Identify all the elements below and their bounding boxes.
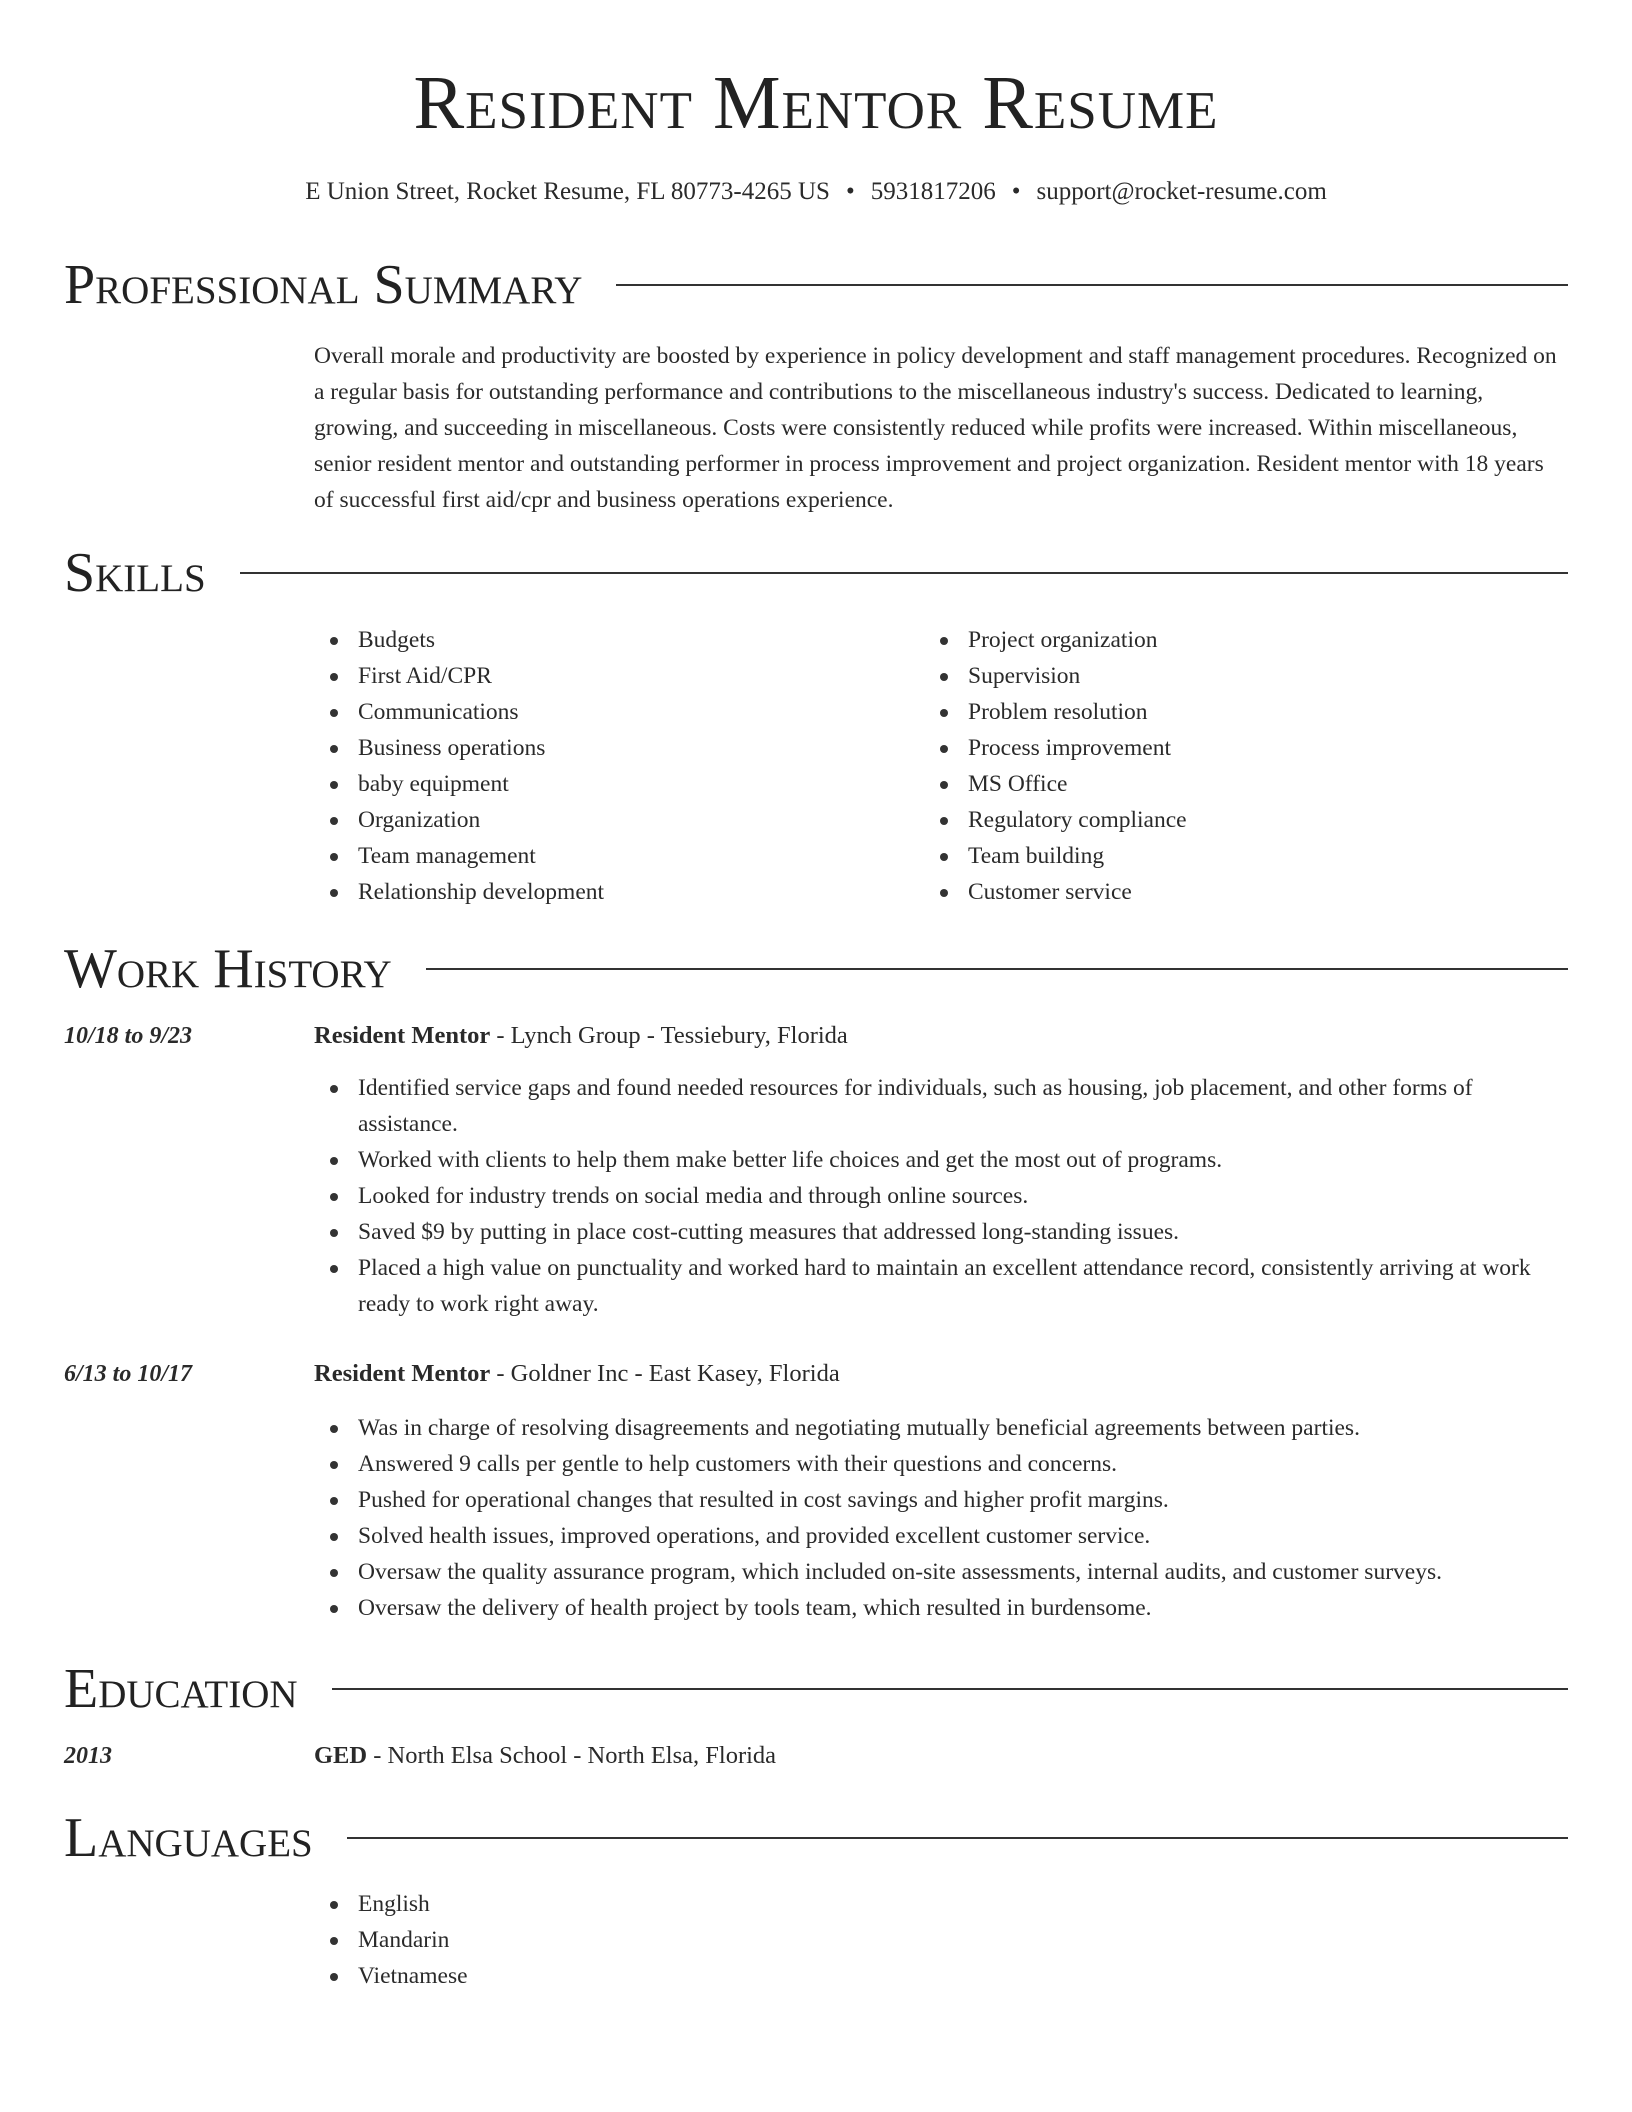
languages-list <box>314 1886 1568 1994</box>
skill-item: Team management <box>314 838 914 874</box>
job-title: Resident Mentor <box>314 1022 491 1049</box>
section-title-summary: Professional Summary <box>64 254 583 316</box>
language-item: Mandarin <box>314 1922 1568 1958</box>
section-title-work-history: Work History <box>64 938 392 1000</box>
skill-item: Team building <box>924 838 1524 874</box>
section-divider <box>240 572 1568 574</box>
skill-item: MS Office <box>924 766 1524 802</box>
job-company: - Lynch Group - Tessiebury, Florida <box>490 1022 848 1049</box>
skill-item: Customer service <box>924 874 1524 910</box>
duty-item: Pushed for operational changes that resulted in cost savings and higher profit margins. <box>314 1482 1568 1518</box>
section-divider <box>616 284 1568 286</box>
section-header-work-history <box>64 934 1568 1004</box>
job-duties <box>314 1070 1568 1322</box>
job-dates: 10/18 to 9/23 <box>64 1023 193 1049</box>
job-title: Resident Mentor <box>314 1360 491 1387</box>
contact-separator: • <box>1011 178 1021 205</box>
duty-item: Was in charge of resolving disagreements and negotiating mutually beneficial agreements between parties. <box>314 1410 1568 1446</box>
skill-item: Organization <box>314 802 914 838</box>
duty-item: Saved $9 by putting in place cost-cutting measures that addressed long-standing issues. <box>314 1214 1568 1250</box>
section-title-education: Education <box>64 1658 298 1720</box>
section-header-summary <box>64 250 1568 320</box>
skill-item: baby equipment <box>314 766 914 802</box>
skills-column-right <box>924 622 1524 910</box>
job-company: - Goldner Inc - East Kasey, Florida <box>490 1360 840 1387</box>
job-heading <box>314 1356 840 1392</box>
section-header-languages <box>64 1803 1568 1873</box>
skill-item: Budgets <box>314 622 914 658</box>
section-divider <box>426 968 1568 970</box>
summary-text: Overall morale and productivity are boosted by experience in policy development and staff management procedures. Recognized on a regular basis for outstanding performance and contributions to the miscellaneous industry's success. Dedicated to learning, growing, and succeeding in miscellaneous. Costs were consistently reduced while profits were increased. Within miscellaneous, senior resident mentor and outstanding performer in process improvement and project organization. Resident mentor with 18 years of successful first aid/cpr and business operations experience. <box>314 343 1557 513</box>
job-duties <box>314 1410 1568 1626</box>
duty-item: Oversaw the delivery of health project by tools team, which resulted in burdensome. <box>314 1590 1568 1626</box>
skill-item: Supervision <box>924 658 1524 694</box>
contact-separator: • <box>845 178 855 205</box>
education-school: - North Elsa School - North Elsa, Florida <box>367 1742 777 1769</box>
contact-phone: 5931817206 <box>870 178 996 205</box>
duty-item: Looked for industry trends on social media and through online sources. <box>314 1178 1568 1214</box>
duty-item: Answered 9 calls per gentle to help customers with their questions and concerns. <box>314 1446 1568 1482</box>
duty-item: Placed a high value on punctuality and worked hard to maintain an excellent attendance record, consistently arriving at work ready to work right away. <box>314 1250 1568 1322</box>
skill-item: First Aid/CPR <box>314 658 914 694</box>
education-degree: GED <box>314 1742 368 1769</box>
language-item: English <box>314 1886 1568 1922</box>
job-duties-list <box>314 1410 1568 1626</box>
duty-item: Solved health issues, improved operations, and provided excellent customer service. <box>314 1518 1568 1554</box>
skills-column-left <box>314 622 914 910</box>
skill-item: Communications <box>314 694 914 730</box>
skill-item: Business operations <box>314 730 914 766</box>
skills-list-left <box>314 622 914 910</box>
section-divider <box>347 1837 1568 1839</box>
duty-item: Worked with clients to help them make better life choices and get the most out of programs. <box>314 1142 1568 1178</box>
skill-item: Process improvement <box>924 730 1524 766</box>
skill-item: Relationship development <box>314 874 914 910</box>
contact-address: E Union Street, Rocket Resume, FL 80773-4265 US <box>305 178 830 205</box>
language-item: Vietnamese <box>314 1958 1568 1994</box>
section-title-skills: Skills <box>64 542 206 604</box>
section-title-languages: Languages <box>64 1807 313 1869</box>
duty-item: Identified service gaps and found needed resources for individuals, such as housing, job placement, and other forms of assistance. <box>314 1070 1568 1142</box>
skill-item: Problem resolution <box>924 694 1524 730</box>
duty-item: Oversaw the quality assurance program, which included on-site assessments, internal audits, and customer surveys. <box>314 1554 1568 1590</box>
education-year: 2013 <box>64 1743 112 1769</box>
languages-block <box>314 1886 1568 1994</box>
section-header-education <box>64 1654 1568 1724</box>
skill-item: Project organization <box>924 622 1524 658</box>
resume-title: Resident Mentor Resume <box>413 61 1219 145</box>
skill-item: Regulatory compliance <box>924 802 1524 838</box>
job-dates: 6/13 to 10/17 <box>64 1361 193 1387</box>
job-duties-list <box>314 1070 1568 1322</box>
education-entry <box>314 1738 776 1774</box>
contact-line <box>0 176 1632 208</box>
section-header-skills <box>64 538 1568 608</box>
job-heading <box>314 1018 848 1054</box>
section-divider <box>332 1688 1568 1690</box>
contact-email: support@rocket-resume.com <box>1036 178 1327 205</box>
skills-list-right <box>924 622 1524 910</box>
